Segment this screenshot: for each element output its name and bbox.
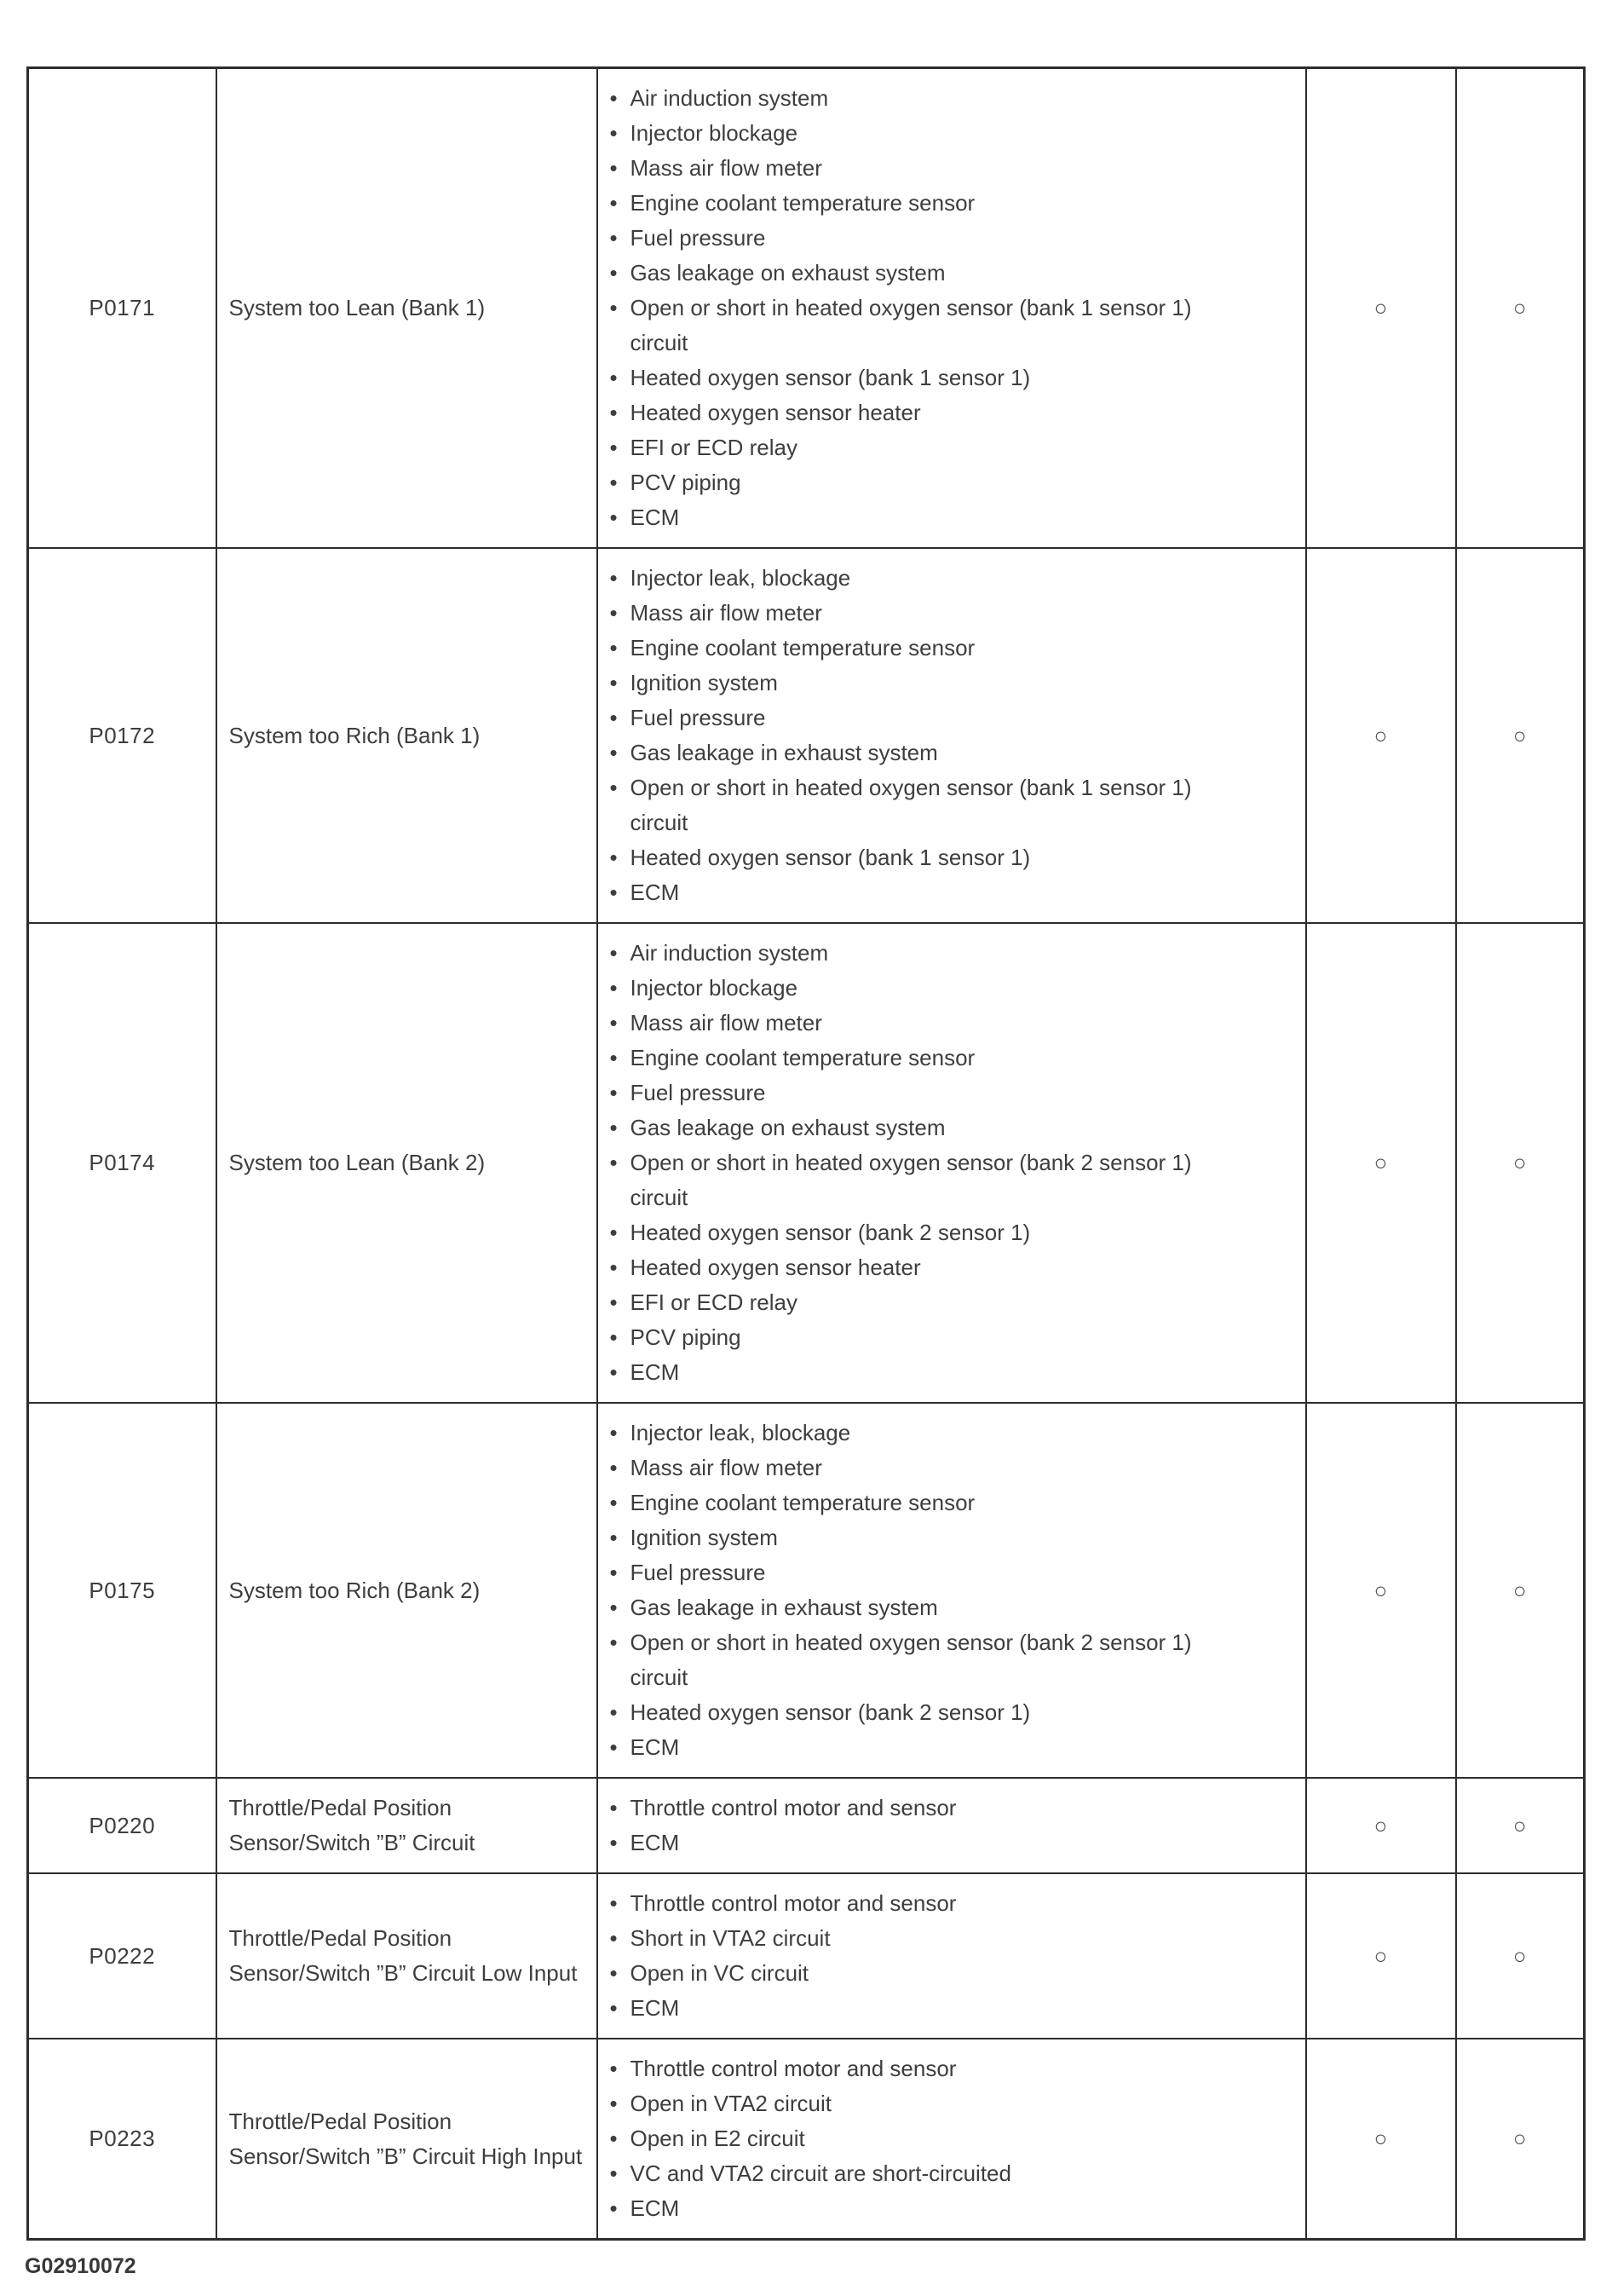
bullet-icon: • bbox=[609, 1324, 618, 1350]
trouble-area-text: Injector leak, blockage bbox=[630, 1420, 851, 1445]
dtc-code: P0223 bbox=[28, 2039, 216, 2240]
trouble-area-text: Air induction system bbox=[630, 940, 829, 966]
status-mark-col-1 bbox=[1306, 1778, 1456, 1873]
trouble-area-text: Mass air flow meter bbox=[630, 155, 822, 181]
bullet-icon: • bbox=[609, 705, 618, 730]
bullet-icon: • bbox=[609, 1925, 618, 1951]
trouble-area-text: Injector leak, blockage bbox=[630, 565, 851, 591]
trouble-area-text: ECM bbox=[630, 2195, 680, 2221]
trouble-area-text: Gas leakage in exhaust system bbox=[630, 740, 938, 765]
trouble-area-item bbox=[610, 2156, 1239, 2191]
bullet-icon: • bbox=[609, 1359, 618, 1385]
trouble-area-text: Gas leakage on exhaust system bbox=[630, 260, 946, 286]
bullet-icon: • bbox=[609, 600, 618, 626]
trouble-area-item bbox=[610, 2051, 1239, 2086]
trouble-area-text: Throttle control motor and sensor bbox=[630, 1890, 957, 1916]
table-row bbox=[28, 68, 1585, 549]
bullet-icon: • bbox=[609, 155, 618, 181]
status-mark-col-1 bbox=[1306, 923, 1456, 1403]
dtc-code: P0174 bbox=[28, 923, 216, 1403]
trouble-area-text: Mass air flow meter bbox=[630, 1455, 822, 1480]
trouble-area-item bbox=[610, 81, 1239, 116]
trouble-area-item bbox=[610, 361, 1239, 395]
bullet-icon: • bbox=[609, 365, 618, 390]
bullet-icon: • bbox=[609, 190, 618, 216]
trouble-area-item bbox=[610, 151, 1239, 186]
bullet-icon: • bbox=[609, 1630, 618, 1655]
trouble-area-item bbox=[610, 1285, 1239, 1320]
trouble-area-item bbox=[610, 1991, 1239, 2026]
dtc-code: P0222 bbox=[28, 1873, 216, 2039]
trouble-area-text: Ignition system bbox=[630, 670, 778, 695]
bullet-icon: • bbox=[609, 740, 618, 765]
circle-icon: ○ bbox=[1512, 1942, 1527, 1969]
trouble-area-text: Short in VTA2 circuit bbox=[630, 1925, 831, 1951]
circle-icon: ○ bbox=[1373, 295, 1388, 320]
trouble-area-text: PCV piping bbox=[630, 470, 741, 495]
trouble-area-text: ECM bbox=[630, 880, 680, 905]
trouble-area-text: PCV piping bbox=[630, 1324, 741, 1350]
trouble-area-list bbox=[597, 1403, 1306, 1778]
trouble-area-text: Open in VC circuit bbox=[630, 1960, 809, 1986]
trouble-area-text: Open or short in heated oxygen sensor (bank 1 sensor 1) circuit bbox=[630, 775, 1192, 835]
trouble-area-text: ECM bbox=[630, 1734, 680, 1760]
dtc-table bbox=[26, 66, 1586, 2241]
circle-icon: ○ bbox=[1373, 1150, 1388, 1175]
trouble-area-item bbox=[610, 1355, 1239, 1390]
bullet-icon: • bbox=[609, 1699, 618, 1725]
figure-id-label: G02910072 bbox=[25, 2254, 136, 2278]
table-row bbox=[28, 548, 1585, 923]
trouble-area-text: Ignition system bbox=[630, 1525, 778, 1550]
trouble-area-item bbox=[610, 666, 1239, 701]
dtc-code: P0175 bbox=[28, 1403, 216, 1778]
table-row bbox=[28, 923, 1585, 1403]
trouble-area-text: Mass air flow meter bbox=[630, 1010, 822, 1036]
trouble-area-item bbox=[610, 631, 1239, 666]
trouble-area-item bbox=[610, 561, 1239, 596]
trouble-area-text: Engine coolant temperature sensor bbox=[630, 1490, 976, 1515]
dtc-description: Throttle/Pedal Position Sensor/Switch ”B” Circuit High Input bbox=[216, 2039, 597, 2240]
trouble-area-text: Injector blockage bbox=[630, 120, 798, 146]
trouble-area-item bbox=[610, 116, 1239, 151]
status-mark-col-2 bbox=[1456, 68, 1585, 549]
trouble-area-text: Engine coolant temperature sensor bbox=[630, 635, 976, 661]
dtc-table-body bbox=[28, 68, 1585, 2240]
trouble-area-text: Heated oxygen sensor (bank 1 sensor 1) bbox=[630, 845, 1031, 870]
trouble-area-item bbox=[610, 770, 1239, 840]
dtc-description: System too Rich (Bank 1) bbox=[216, 548, 597, 923]
trouble-area-item bbox=[610, 1520, 1239, 1555]
trouble-area-text: ECM bbox=[630, 1359, 680, 1385]
dtc-description: Throttle/Pedal Position Sensor/Switch ”B” Circuit bbox=[216, 1778, 597, 1873]
bullet-icon: • bbox=[609, 400, 618, 425]
trouble-area-list bbox=[597, 1873, 1306, 2039]
trouble-area-item bbox=[610, 1791, 1239, 1826]
dtc-code: P0172 bbox=[28, 548, 216, 923]
trouble-area-item bbox=[610, 936, 1239, 971]
bullet-icon: • bbox=[609, 670, 618, 695]
status-mark-col-2 bbox=[1456, 548, 1585, 923]
bullet-icon: • bbox=[609, 1734, 618, 1760]
bullet-icon: • bbox=[609, 775, 618, 800]
trouble-area-item bbox=[610, 2191, 1239, 2226]
status-mark-col-2 bbox=[1456, 923, 1585, 1403]
bullet-icon: • bbox=[609, 1455, 618, 1480]
trouble-area-text: Fuel pressure bbox=[630, 705, 766, 730]
trouble-area-list bbox=[597, 2039, 1306, 2240]
trouble-area-item bbox=[610, 2121, 1239, 2156]
bullet-icon: • bbox=[609, 505, 618, 530]
dtc-description: System too Rich (Bank 2) bbox=[216, 1403, 597, 1778]
trouble-area-item bbox=[610, 256, 1239, 291]
trouble-area-item bbox=[610, 1320, 1239, 1355]
circle-icon: ○ bbox=[1512, 1150, 1527, 1175]
trouble-area-list bbox=[597, 1778, 1306, 1873]
bullet-icon: • bbox=[609, 1115, 618, 1140]
trouble-area-item bbox=[610, 1215, 1239, 1250]
trouble-area-item bbox=[610, 701, 1239, 736]
status-mark-col-1 bbox=[1306, 548, 1456, 923]
trouble-area-item bbox=[610, 1921, 1239, 1956]
bullet-icon: • bbox=[609, 1830, 618, 1855]
bullet-icon: • bbox=[609, 1420, 618, 1445]
trouble-area-text: Engine coolant temperature sensor bbox=[630, 1045, 976, 1070]
status-mark-col-1 bbox=[1306, 1873, 1456, 2039]
bullet-icon: • bbox=[609, 2195, 618, 2221]
bullet-icon: • bbox=[609, 295, 618, 320]
trouble-area-text: Throttle control motor and sensor bbox=[630, 2056, 957, 2081]
trouble-area-text: Injector blockage bbox=[630, 975, 798, 1001]
trouble-area-item bbox=[610, 1041, 1239, 1076]
trouble-area-item bbox=[610, 1695, 1239, 1730]
trouble-area-item bbox=[610, 221, 1239, 256]
bullet-icon: • bbox=[609, 880, 618, 905]
bullet-icon: • bbox=[609, 1995, 618, 2021]
bullet-icon: • bbox=[609, 2126, 618, 2151]
dtc-description: System too Lean (Bank 1) bbox=[216, 68, 597, 549]
bullet-icon: • bbox=[609, 635, 618, 661]
trouble-area-item bbox=[610, 1076, 1239, 1111]
trouble-area-text: Open or short in heated oxygen sensor (bank 2 sensor 1) circuit bbox=[630, 1630, 1192, 1690]
trouble-area-item bbox=[610, 875, 1239, 910]
trouble-area-text: Open in VTA2 circuit bbox=[630, 2091, 832, 2116]
trouble-area-item bbox=[610, 465, 1239, 500]
status-mark-col-2 bbox=[1456, 1403, 1585, 1778]
bullet-icon: • bbox=[609, 1289, 618, 1315]
bullet-icon: • bbox=[609, 1490, 618, 1515]
dtc-description: Throttle/Pedal Position Sensor/Switch ”B” Circuit Low Input bbox=[216, 1873, 597, 2039]
trouble-area-item bbox=[610, 1111, 1239, 1145]
status-mark-col-1 bbox=[1306, 1403, 1456, 1778]
circle-icon: ○ bbox=[1512, 295, 1527, 320]
bullet-icon: • bbox=[609, 1045, 618, 1070]
circle-icon: ○ bbox=[1373, 1577, 1388, 1603]
bullet-icon: • bbox=[609, 1960, 618, 1986]
bullet-icon: • bbox=[609, 1220, 618, 1245]
trouble-area-text: Open in E2 circuit bbox=[630, 2126, 805, 2151]
circle-icon: ○ bbox=[1512, 1812, 1527, 1838]
trouble-area-text: Gas leakage in exhaust system bbox=[630, 1595, 938, 1620]
trouble-area-list bbox=[597, 923, 1306, 1403]
trouble-area-item bbox=[610, 1485, 1239, 1520]
trouble-area-item bbox=[610, 1730, 1239, 1765]
circle-icon: ○ bbox=[1373, 2126, 1388, 2151]
circle-icon: ○ bbox=[1512, 1577, 1527, 1603]
bullet-icon: • bbox=[609, 940, 618, 966]
bullet-icon: • bbox=[609, 1150, 618, 1175]
bullet-icon: • bbox=[609, 1595, 618, 1620]
bullet-icon: • bbox=[609, 1255, 618, 1280]
trouble-area-item bbox=[610, 736, 1239, 770]
trouble-area-item bbox=[610, 430, 1239, 465]
trouble-area-item bbox=[610, 1590, 1239, 1625]
bullet-icon: • bbox=[609, 470, 618, 495]
bullet-icon: • bbox=[609, 1795, 618, 1820]
trouble-area-text: ECM bbox=[630, 1995, 680, 2021]
status-mark-col-2 bbox=[1456, 1873, 1585, 2039]
bullet-icon: • bbox=[609, 845, 618, 870]
trouble-area-item bbox=[610, 395, 1239, 430]
circle-icon: ○ bbox=[1512, 2126, 1527, 2151]
trouble-area-item bbox=[610, 1451, 1239, 1485]
circle-icon: ○ bbox=[1373, 1812, 1388, 1838]
trouble-area-text: Gas leakage on exhaust system bbox=[630, 1115, 946, 1140]
bullet-icon: • bbox=[609, 1560, 618, 1585]
status-mark-col-1 bbox=[1306, 68, 1456, 549]
trouble-area-list bbox=[597, 548, 1306, 923]
table-row bbox=[28, 1778, 1585, 1873]
bullet-icon: • bbox=[609, 120, 618, 146]
trouble-area-item bbox=[610, 291, 1239, 361]
trouble-area-item bbox=[610, 1555, 1239, 1590]
bullet-icon: • bbox=[609, 435, 618, 460]
trouble-area-text: Open or short in heated oxygen sensor (bank 2 sensor 1) circuit bbox=[630, 1150, 1192, 1210]
bullet-icon: • bbox=[609, 85, 618, 111]
trouble-area-text: Mass air flow meter bbox=[630, 600, 822, 626]
dtc-description: System too Lean (Bank 2) bbox=[216, 923, 597, 1403]
dtc-code: P0220 bbox=[28, 1778, 216, 1873]
trouble-area-text: Air induction system bbox=[630, 85, 829, 111]
dtc-code: P0171 bbox=[28, 68, 216, 549]
trouble-area-item bbox=[610, 1625, 1239, 1695]
circle-icon: ○ bbox=[1512, 722, 1527, 748]
trouble-area-text: Fuel pressure bbox=[630, 1080, 766, 1105]
bullet-icon: • bbox=[609, 225, 618, 251]
bullet-icon: • bbox=[609, 260, 618, 286]
bullet-icon: • bbox=[609, 2160, 618, 2186]
trouble-area-item bbox=[610, 186, 1239, 221]
bullet-icon: • bbox=[609, 1525, 618, 1550]
page-content bbox=[26, 66, 1583, 2279]
trouble-area-item bbox=[610, 1956, 1239, 1991]
trouble-area-item bbox=[610, 1416, 1239, 1451]
trouble-area-text: Fuel pressure bbox=[630, 225, 766, 251]
bullet-icon: • bbox=[609, 975, 618, 1001]
trouble-area-text: Heated oxygen sensor (bank 2 sensor 1) bbox=[630, 1699, 1031, 1725]
trouble-area-text: EFI or ECD relay bbox=[630, 1289, 797, 1315]
trouble-area-item bbox=[610, 1145, 1239, 1215]
trouble-area-text: ECM bbox=[630, 1830, 680, 1855]
circle-icon: ○ bbox=[1373, 1942, 1388, 1969]
trouble-area-text: Engine coolant temperature sensor bbox=[630, 190, 976, 216]
status-mark-col-1 bbox=[1306, 2039, 1456, 2240]
bullet-icon: • bbox=[609, 1080, 618, 1105]
trouble-area-text: VC and VTA2 circuit are short-circuited bbox=[630, 2160, 1011, 2186]
trouble-area-item bbox=[610, 1886, 1239, 1921]
bullet-icon: • bbox=[609, 2056, 618, 2081]
bullet-icon: • bbox=[609, 1010, 618, 1036]
bullet-icon: • bbox=[609, 565, 618, 591]
trouble-area-item bbox=[610, 1826, 1239, 1860]
trouble-area-text: Heated oxygen sensor (bank 1 sensor 1) bbox=[630, 365, 1031, 390]
trouble-area-text: Heated oxygen sensor heater bbox=[630, 1255, 921, 1280]
trouble-area-text: Fuel pressure bbox=[630, 1560, 766, 1585]
trouble-area-text: ECM bbox=[630, 505, 680, 530]
table-row bbox=[28, 1403, 1585, 1778]
bullet-icon: • bbox=[609, 1890, 618, 1916]
table-row bbox=[28, 2039, 1585, 2240]
trouble-area-item bbox=[610, 2086, 1239, 2121]
bullet-icon: • bbox=[609, 2091, 618, 2116]
status-mark-col-2 bbox=[1456, 1778, 1585, 1873]
status-mark-col-2 bbox=[1456, 2039, 1585, 2240]
trouble-area-text: Throttle control motor and sensor bbox=[630, 1795, 957, 1820]
trouble-area-text: Heated oxygen sensor (bank 2 sensor 1) bbox=[630, 1220, 1031, 1245]
trouble-area-text: EFI or ECD relay bbox=[630, 435, 797, 460]
trouble-area-item bbox=[610, 596, 1239, 631]
trouble-area-item bbox=[610, 500, 1239, 535]
trouble-area-item bbox=[610, 1006, 1239, 1041]
trouble-area-item bbox=[610, 1250, 1239, 1285]
trouble-area-item bbox=[610, 840, 1239, 875]
circle-icon: ○ bbox=[1373, 722, 1388, 748]
trouble-area-text: Open or short in heated oxygen sensor (bank 1 sensor 1) circuit bbox=[630, 295, 1192, 355]
table-row bbox=[28, 1873, 1585, 2039]
trouble-area-item bbox=[610, 971, 1239, 1006]
trouble-area-list bbox=[597, 68, 1306, 549]
trouble-area-text: Heated oxygen sensor heater bbox=[630, 400, 921, 425]
